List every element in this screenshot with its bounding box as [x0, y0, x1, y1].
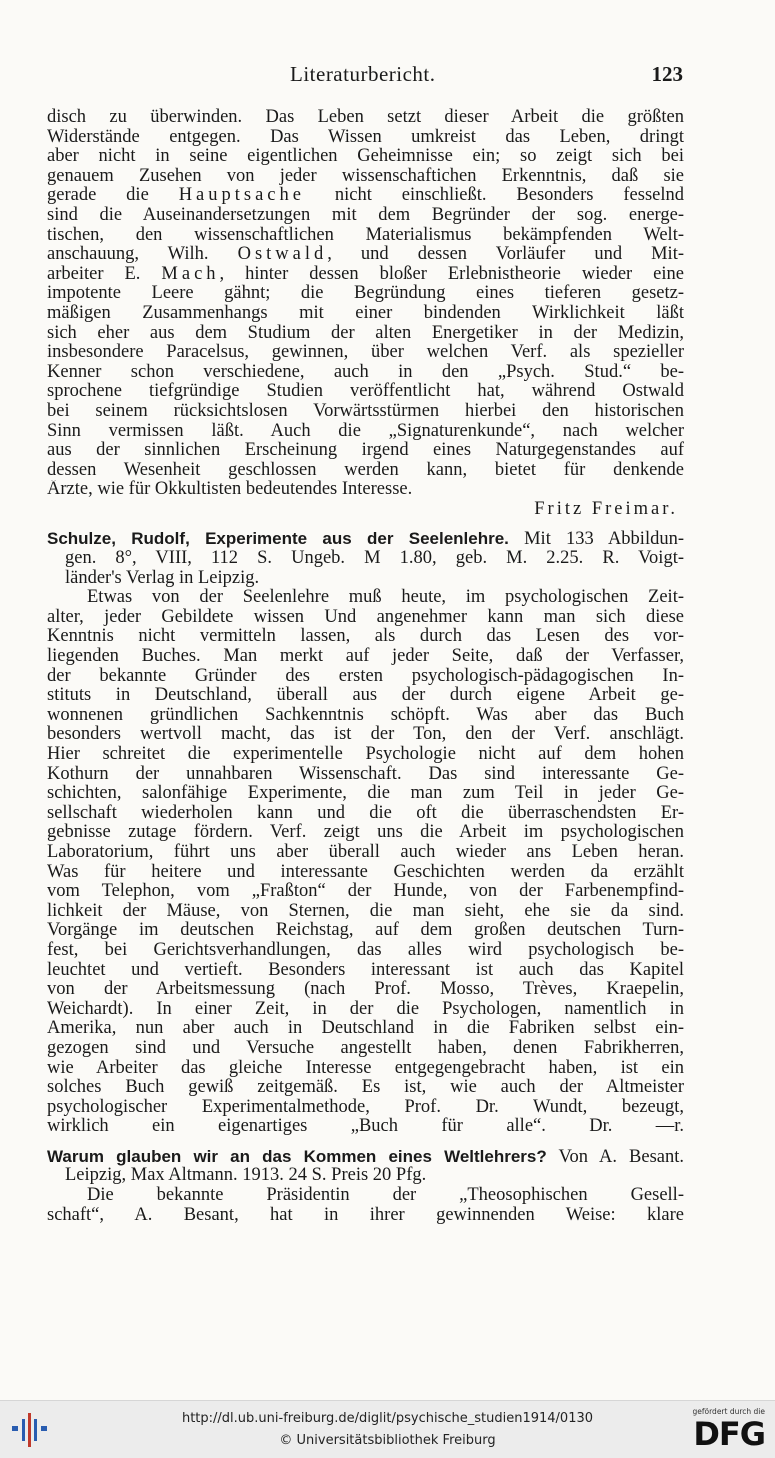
text-line: alter, jeder Gebildete wissen Und angenehmer kann man sich diese [47, 607, 684, 627]
entry-title: Schulze, Rudolf, Experimente aus der Seelenlehre. [47, 529, 509, 549]
text-line: gerade die Hauptsache nicht einschließt. Besonders fesselnd [47, 186, 684, 206]
text-line: gebnisse zutage fördern. Verf. zeigt uns die Arbeit im psychologischen [47, 823, 684, 843]
text-line: schaft“, A. Besant, hat in ihrer gewinnenden Weise: klare [47, 1205, 684, 1225]
text-line: Widerstände entgegen. Das Wissen umkreist das Leben, dringt [47, 127, 684, 147]
text-line: mäßigen Zusammenhangs mit einer bindenden Wirklichkeit läßt [47, 303, 684, 323]
entry-heading: Schulze, Rudolf, Experimente aus der Seelenlehre. Mit 133 Abbildun- [47, 529, 684, 550]
review-schulze [47, 529, 684, 1136]
page-number: 123 [651, 62, 683, 86]
bibliographic-line: Leipzig, Max Altmann. 1913. 24 S. Preis 20 Pfg. [65, 1166, 427, 1186]
text-line: sich eher aus dem Studium der alten Energetiker in der Medizin, [47, 323, 684, 343]
text-line: Ärzte, wie für Okkultisten bedeutendes Interesse. [47, 480, 413, 500]
text-line: Hier schreitet die experimentelle Psychologie nicht auf dem hohen [47, 745, 684, 764]
text-line: Etwas von der Seelenlehre muß heute, im psychologischen Zeit- [87, 588, 684, 608]
text-line: aber nicht in seine eigentlichen Geheimnisse ein; so zeigt sich bei [47, 147, 684, 167]
running-title: Literaturbericht. [290, 62, 436, 86]
bibliographic-line: länder's Verlag in Leipzig. [65, 568, 260, 588]
text-line: leuchtet und vertieft. Besonders interessant ist auch das Kapitel [47, 960, 684, 980]
text-line: gezogen sind und Versuche angestellt haben, denen Fabrikherren, [47, 1038, 684, 1058]
dfg-logo [683, 1407, 765, 1453]
text-line: anschauung, Wilh. Ostwald, und dessen Vorläufer und Mit- [47, 245, 684, 265]
text-line: sellschaft wiederholen kann und die oft die überraschendsten Er- [47, 803, 684, 823]
text-line: dessen Wesenheit geschlossen werden kann, bietet für denkende [47, 460, 684, 480]
text-line: genauem Zusehen von jeder wissenschaftichen Erkenntnis, daß sie [47, 166, 684, 186]
text-line: disch zu überwinden. Das Leben setzt dieser Arbeit die größten [47, 108, 684, 127]
text-line: Laboratorium, führt uns aber überall auch wieder ans Leben heran. [47, 842, 684, 862]
text-line: Kenntnis nicht vermitteln lassen, als durch das Lesen des vor- [47, 627, 684, 647]
review-besant [47, 1147, 684, 1225]
text-line: impotente Leere gähnt; die Begründung eines tieferen gesetz- [47, 284, 684, 304]
text-line: Die bekannte Präsidentin der „Theosophischen Gesell- [87, 1186, 684, 1206]
text-line: insbesondere Paracelsus, gewinnen, über welchen Verf. als spezieller [47, 343, 684, 363]
emphasis-mach: Mach [161, 264, 220, 284]
running-header [0, 62, 775, 90]
reviewer-signature: Dr. —r. [589, 1117, 684, 1137]
text-line: arbeiter E. Mach, hinter dessen bloßer Erlebnistheorie wieder eine [47, 264, 684, 284]
emphasis-hauptsache: Hauptsache [178, 186, 305, 206]
digitization-footer [0, 1400, 775, 1458]
dfg-caption: gefördert durch die [692, 1407, 765, 1416]
review-freimar [47, 108, 684, 519]
text-line: Kothurn der unnahbaren Wissenschaft. Das sind interessante Ge- [47, 764, 684, 784]
text-line: sind die Auseinandersetzungen mit dem Begründer der sog. energe- [47, 205, 684, 225]
reviewer-signature: Fritz Freimar. [534, 499, 678, 519]
source-url-link[interactable]: http://dl.ub.uni-freiburg.de/diglit/psychische_studien1914/0130 [181, 1411, 594, 1426]
bibliographic-line: gen. 8°, VIII, 112 S. Ungeb. M 1.80, geb. M. 2.25. R. Voigt- [65, 549, 684, 569]
text-line: psychologischer Experimentalmethode, Prof. Dr. Wundt, bezeugt, [47, 1097, 684, 1117]
text-line: solches Buch gewiß zeitgemäß. Es ist, wie auch der Altmeister [47, 1078, 684, 1098]
text-line: fest, bei Gerichtsverhandlungen, das alles wird psychologisch be- [47, 940, 684, 960]
text-line: tischen, den wissenschaftlichen Materialismus bekämpfenden Welt- [47, 225, 684, 245]
text-line: lichkeit der Mäuse, von Sternen, die man sieht, ehe sie da sind. [47, 901, 684, 921]
text-line: besonders wertvoll macht, das ist der Ton, den der Verf. anschlägt. [47, 725, 684, 745]
text-line: Sinn vermissen läßt. Auch die „Signaturenkunde“, nach welcher [47, 421, 684, 441]
text-line: von der Arbeitsmessung (nach Prof. Mosso, Trèves, Kraepelin, [47, 980, 684, 1000]
text-line: Kenner schon verschiedene, auch in den „Psych. Stud.“ be- [47, 362, 684, 382]
text-line: wonnenen gründlichen Sachkenntnis schöpft. Was aber das Buch [47, 705, 684, 725]
text-line: stituts in Deutschland, überall aus der durch eigene Arbeit ge- [47, 686, 684, 706]
text-line: bei seinem rücksichtslosen Vorwärtsstürmen hierbei den historischen [47, 401, 684, 421]
copyright-notice: © Universitätsbibliothek Freiburg [279, 1433, 496, 1448]
text-line: sprochene tiefgründige Studien veröffentlicht hat, während Ostwald [47, 382, 684, 402]
entry-heading: Warum glauben wir an das Kommen eines Weltlehrers? Von A. Besant. [47, 1146, 684, 1167]
text-line: wirklich ein eigenartiges „Buch für alle“. Dr. —r. [47, 1117, 684, 1137]
text-line: aus der sinnlichen Erscheinung irgend eines Naturgegenstandes auf [47, 441, 684, 461]
body-text [47, 108, 684, 1225]
emphasis-ostwald: Ostwald [237, 245, 328, 265]
text-line: wie Arbeiter das gleiche Interesse entgegengebracht haben, ist ein [47, 1058, 684, 1078]
text-line: schichten, salonfähige Experimente, die man zum Teil in jeder Ge- [47, 784, 684, 804]
text-line: Amerika, nun aber auch in Deutschland in die Fabriken selbst ein- [47, 1019, 684, 1039]
text-line: vom Telephon, vom „Fraßton“ der Hunde, von der Farbenempfind- [47, 882, 684, 902]
text-line: Was für heitere und interessante Geschichten werden da erzählt [47, 862, 684, 882]
text-line: Vorgänge im deutschen Reichstag, auf dem großen deutschen Turn- [47, 921, 684, 941]
text-line: Weichardt). In einer Zeit, in der die Psychologen, namentlich in [47, 999, 684, 1019]
text-line: der bekannte Gründer des ersten psychologisch-pädagogischen In- [47, 666, 684, 686]
entry-title: Warum glauben wir an das Kommen eines Weltlehrers? [47, 1146, 547, 1166]
dfg-logo-text: DFG [693, 1415, 765, 1453]
text-line: liegenden Buches. Man merkt auf jeder Seite, daß der Verfasser, [47, 647, 684, 667]
